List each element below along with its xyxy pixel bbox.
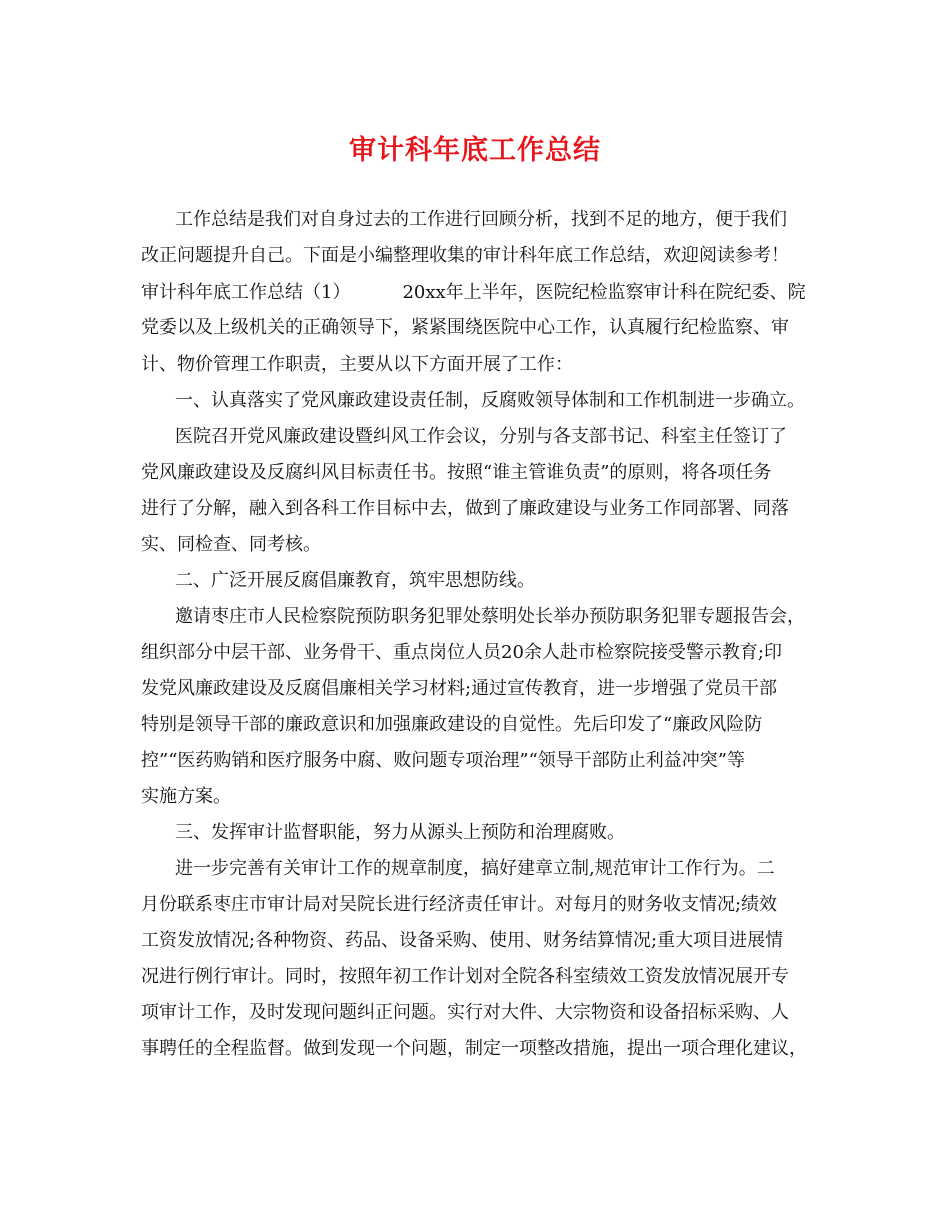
text-line: 一、认真落实了党风廉政建设责任制，反腐败领导体制和工作机制进一步确立。 (175, 390, 805, 411)
text-line: 特别是领导干部的廉政意识和加强廉政建设的自觉性。先后印发了“廉政风险防 (141, 714, 763, 735)
text-line: 控”“医药购销和医疗服务中腐、败问题专项治理”“领导干部防止利益冲突”等 (141, 750, 746, 771)
text-line: 党委以及上级机关的正确领导下，紧紧围绕医院中心工作，认真履行纪检监察、审 (141, 317, 789, 338)
text-line: 月份联系枣庄市审计局对吴院长进行经济责任审计。对每月的财务收支情况;绩效 (141, 894, 778, 915)
text-line (141, 278, 806, 308)
text-line: 计、物价管理工作职责，主要从以下方面开展了工作： (141, 354, 573, 375)
text-line: 项审计工作，及时发现问题纠正问题。实行对大件、大宗物资和设备招标采购、人 (141, 1002, 789, 1023)
text-line: 工资发放情况;各种物资、药品、设备采购、使用、财务结算情况;重大项目进展情 (141, 930, 784, 951)
text-line: 事聘任的全程监督。做到发现一个问题，制定一项整改措施，提出一项合理化建议， (141, 1038, 807, 1059)
text-line: 发党风廉政建设及反腐倡廉相关学习材料;通过宣传教育，进一步增强了党员干部 (141, 678, 778, 699)
text-line: 工作总结是我们对自身过去的工作进行回顾分析，找到不足的地方，便于我们 (175, 209, 787, 230)
document-title: 审计科年底工作总结 (349, 135, 601, 166)
text-line: 邀请枣庄市人民检察院预防职务犯罪处蔡明处长举办预防职务犯罪专题报告会， (175, 606, 805, 627)
text-line: 实、同检查、同考核。 (141, 534, 321, 555)
text-line: 党风廉政建设及反腐纠风目标责任书。按照“谁主管谁负责”的原则，将各项任务 (141, 462, 772, 483)
text-segment: 20xx年上半年，医院纪检监察审计科在院纪委、院 (402, 282, 806, 303)
text-line: 组织部分中层干部、业务骨干、重点岗位人员20余人赴市检察院接受警示教育;印 (141, 642, 782, 663)
text-line: 二、广泛开展反腐倡廉教育，筑牢思想防线。 (175, 570, 535, 591)
text-line: 进行了分解，融入到各科工作目标中去，做到了廉政建设与业务工作同部署、同落 (141, 498, 789, 519)
text-line: 改正问题提升自己。下面是小编整理收集的审计科年底工作总结，欢迎阅读参考！ (141, 245, 789, 266)
text-line: 三、发挥审计监督职能，努力从源头上预防和治理腐败。 (175, 822, 625, 843)
text-line: 实施方案。 (141, 786, 231, 807)
section-heading: 审计科年底工作总结（1） (141, 282, 351, 303)
text-line: 医院召开党风廉政建设暨纠风工作会议，分别与各支部书记、科室主任签订了 (175, 426, 787, 447)
text-line: 进一步完善有关审计工作的规章制度，搞好建章立制,规范审计工作行为。二 (175, 858, 775, 879)
text-line: 况进行例行审计。同时，按照年初工作计划对全院各科室绩效工资发放情况展开专 (141, 966, 789, 987)
